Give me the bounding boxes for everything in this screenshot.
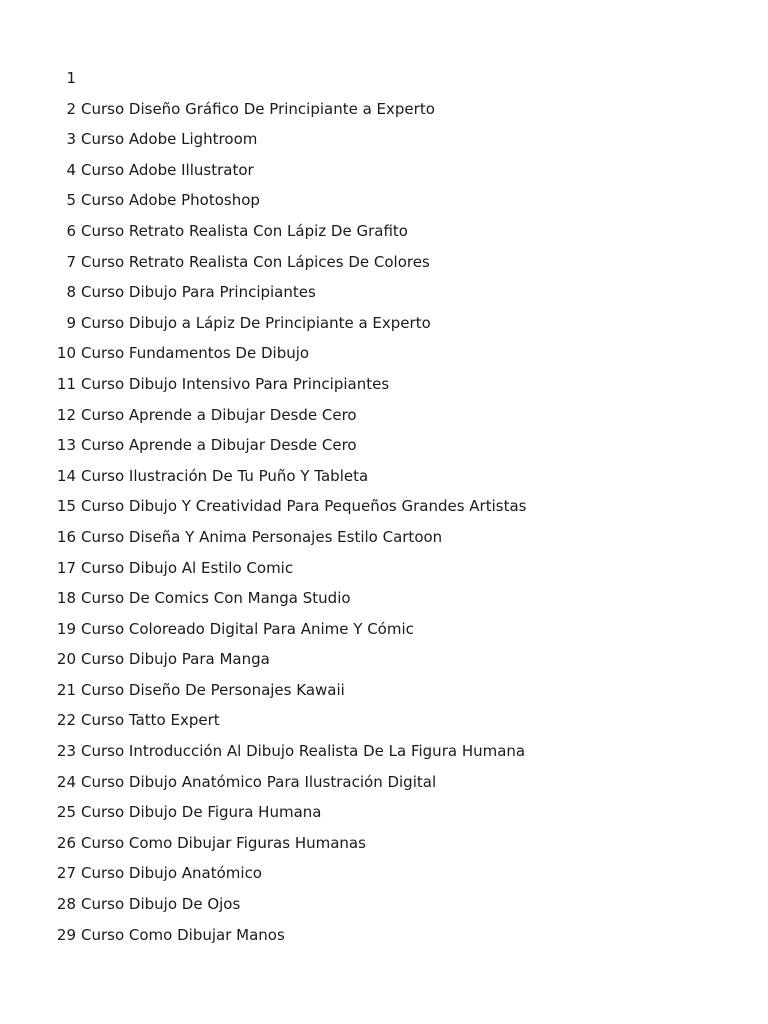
line-number: 25: [56, 803, 76, 822]
list-item: [40, 614, 526, 645]
line-number: 10: [56, 344, 76, 363]
list-item: [40, 247, 526, 278]
course-list: [40, 63, 526, 950]
line-number: 7: [66, 252, 76, 271]
list-item: [40, 216, 526, 247]
line-number: 8: [66, 283, 76, 302]
course-title: Curso Adobe Photoshop: [81, 191, 260, 210]
course-title: Curso Dibujo Al Estilo Comic: [81, 558, 294, 577]
list-item: [40, 675, 526, 706]
course-title: Curso Adobe Lightroom: [81, 130, 258, 149]
list-item: [40, 338, 526, 369]
course-title: Curso De Comics Con Manga Studio: [81, 589, 351, 608]
line-number: 9: [66, 313, 76, 332]
line-number: 18: [56, 589, 76, 608]
course-title: Curso Dibujo Intensivo Para Principiantes: [81, 374, 390, 393]
course-title: Curso Dibujo De Figura Humana: [81, 803, 322, 822]
list-item: [40, 920, 526, 951]
list-item: [40, 369, 526, 400]
course-title: Curso Dibujo a Lápiz De Principiante a Experto: [81, 313, 431, 332]
line-number: 27: [56, 864, 76, 883]
list-item: [40, 705, 526, 736]
course-title: Curso Dibujo Anatómico: [81, 864, 262, 883]
course-title: Curso Dibujo Anatómico Para Ilustración Digital: [81, 772, 437, 791]
list-item: [40, 583, 526, 614]
course-title: Curso Aprende a Dibujar Desde Cero: [81, 436, 357, 455]
line-number: 28: [56, 895, 76, 914]
list-item: [40, 491, 526, 522]
list-item: [40, 461, 526, 492]
course-title: Curso Dibujo Y Creatividad Para Pequeños Grandes Artistas: [81, 497, 527, 516]
line-number: 4: [66, 160, 76, 179]
list-item: [40, 124, 526, 155]
list-item: [40, 858, 526, 889]
list-item: [40, 644, 526, 675]
list-item: [40, 797, 526, 828]
course-title: Curso Dibujo Para Manga: [81, 650, 270, 669]
course-title: Curso Diseña Y Anima Personajes Estilo Cartoon: [81, 527, 443, 546]
course-title: Curso Coloreado Digital Para Anime Y Cómic: [81, 619, 414, 638]
list-item: [40, 94, 526, 125]
course-title: Curso Retrato Realista Con Lápices De Colores: [81, 252, 430, 271]
line-number: 22: [56, 711, 76, 730]
line-number: 16: [56, 527, 76, 546]
course-title: Curso Introducción Al Dibujo Realista De La Figura Humana: [81, 742, 526, 761]
course-title: Curso Dibujo Para Principiantes: [81, 283, 316, 302]
course-title: Curso Diseño De Personajes Kawaii: [81, 680, 345, 699]
list-item: [40, 522, 526, 553]
line-number: 23: [56, 742, 76, 761]
line-number: 26: [56, 833, 76, 852]
list-item: [40, 155, 526, 186]
line-number: 12: [56, 405, 76, 424]
course-title: Curso Como Dibujar Figuras Humanas: [81, 833, 366, 852]
course-title: Curso Adobe Illustrator: [81, 160, 254, 179]
line-number: 17: [56, 558, 76, 577]
line-number: 13: [56, 436, 76, 455]
line-number: 6: [66, 221, 76, 240]
line-number: 5: [66, 191, 76, 210]
line-number: 21: [56, 680, 76, 699]
course-title: Curso Diseño Gráfico De Principiante a Experto: [81, 99, 435, 118]
line-number: 29: [56, 925, 76, 944]
list-item: [40, 400, 526, 431]
course-title: Curso Tatto Expert: [81, 711, 220, 730]
list-item: [40, 889, 526, 920]
course-title: Curso Como Dibujar Manos: [81, 925, 285, 944]
list-item: [40, 277, 526, 308]
list-item: [40, 736, 526, 767]
list-item: [40, 185, 526, 216]
course-title: Curso Ilustración De Tu Puño Y Tableta: [81, 466, 369, 485]
list-item: [40, 767, 526, 798]
line-number: 20: [56, 650, 76, 669]
line-number: 3: [66, 130, 76, 149]
list-item: [40, 828, 526, 859]
list-item: [40, 63, 526, 94]
course-title: Curso Fundamentos De Dibujo: [81, 344, 310, 363]
course-title: Curso Retrato Realista Con Lápiz De Grafito: [81, 221, 408, 240]
line-number: 1: [66, 69, 76, 87]
line-number: 15: [56, 497, 76, 516]
list-item: [40, 553, 526, 584]
list-item: [40, 430, 526, 461]
line-number: 24: [56, 772, 76, 791]
list-item: [40, 308, 526, 339]
line-number: 11: [56, 374, 76, 393]
course-title: Curso Aprende a Dibujar Desde Cero: [81, 405, 357, 424]
line-number: 14: [56, 466, 76, 485]
course-title: Curso Dibujo De Ojos: [81, 895, 241, 914]
line-number: 2: [66, 99, 76, 118]
line-number: 19: [56, 619, 76, 638]
